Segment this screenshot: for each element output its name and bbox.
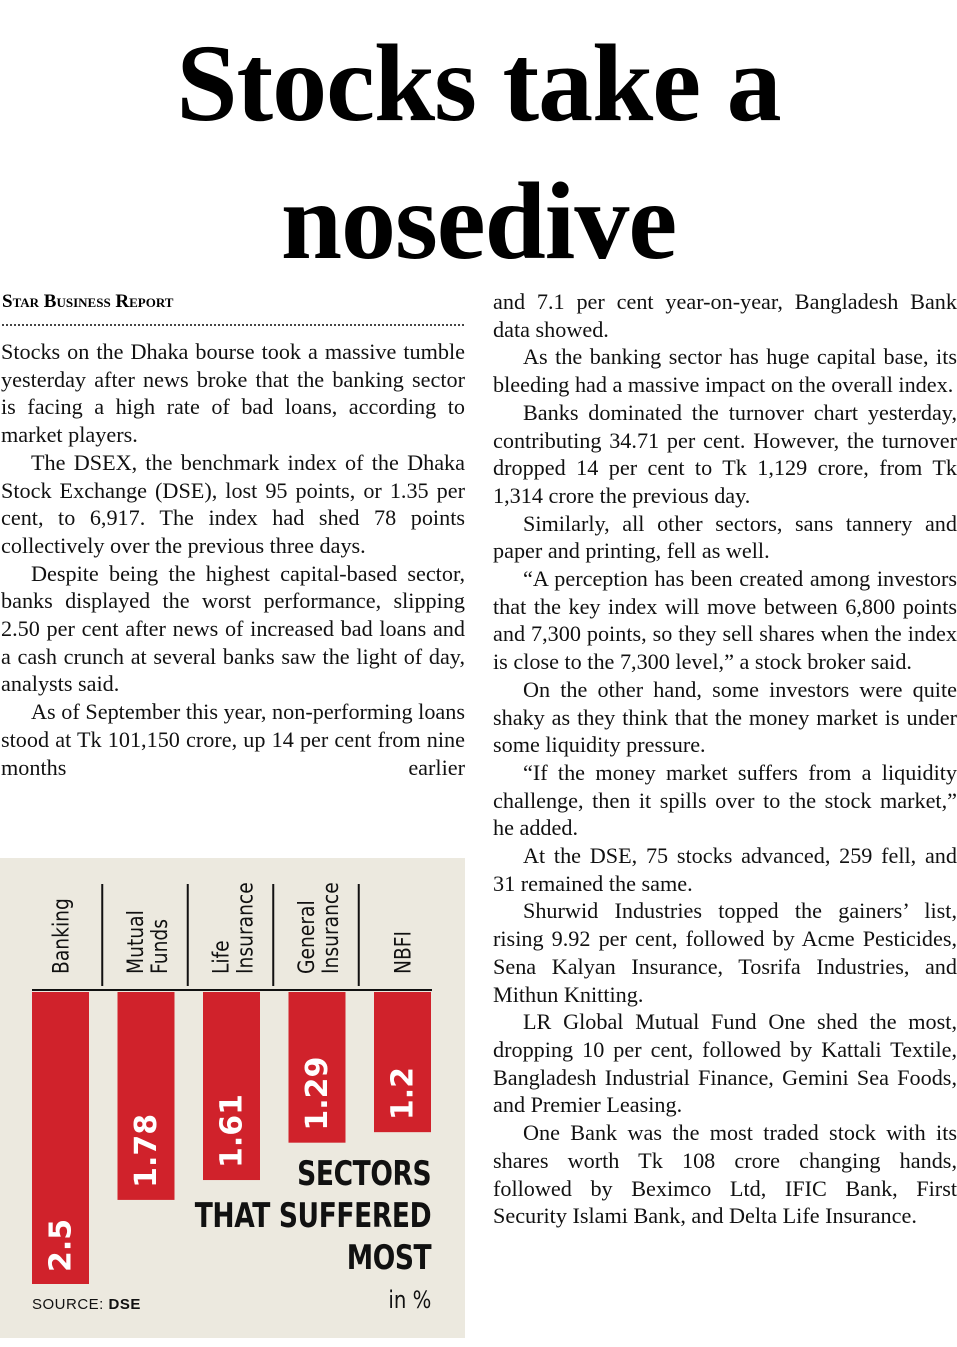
chart-unit: in %	[388, 1286, 431, 1314]
paragraph: Stocks on the Dhaka bourse took a massive tumble yesterday after news broke that the banking sector is facing a high rate of bad loans, according to market players.	[1, 339, 465, 448]
paragraph: Shurwid Industries topped the gainers’ list, rising 9.92 per cent, followed by Acme Pesticides, Sena Kalyan Insurance, Tosrifa Industries, and Mithun Knitting.	[493, 898, 957, 1007]
paragraph: Despite being the highest capital-based sector, banks displayed the worst performance, slipping 2.50 per cent after news of increased bad loans and a cash crunch at several banks saw the light of day, analysts said.	[1, 560, 465, 697]
bar-value-label: 1.29	[300, 1056, 335, 1131]
category-label: Mutual	[122, 910, 149, 974]
category-label: Insurance	[317, 882, 344, 974]
chart-title-line-2: THAT SUFFERED	[194, 1196, 431, 1236]
paragraph: On the other hand, some investors were quite shaky as they think that the money market is under some liquidity pressure.	[493, 676, 957, 758]
chart-source-value: DSE	[108, 1296, 141, 1313]
bar-value-label: 1.2	[385, 1067, 421, 1121]
category-label: Life	[208, 940, 234, 974]
paragraph: At the DSE, 75 stocks advanced, 259 fell, and 31 remained the same.	[493, 843, 957, 896]
headline-line-1: Stocks take a	[176, 22, 781, 144]
chart-source-label: SOURCE:	[32, 1296, 104, 1313]
byline: Star Business Report	[2, 291, 174, 312]
chart-title-line-1: SECTORS	[296, 1154, 431, 1194]
paragraph: One Bank was the most traded stock with its shares worth Tk 108 crore changing hands, followed by Beximco Ltd, IFIC Bank, First Security Islami Bank, and Delta Life Insurance.	[493, 1120, 957, 1229]
category-label: Insurance	[232, 882, 258, 974]
paragraph: “If the money market suffers from a liquidity challenge, then it spills over to the stock market,” he added.	[493, 759, 957, 841]
category-label: Funds	[146, 918, 173, 974]
paragraph: Similarly, all other sectors, sans tannery and paper and printing, fell as well.	[493, 510, 957, 564]
category-label: NBFI	[390, 930, 416, 974]
chart-title-line-3: MOST	[346, 1238, 431, 1278]
category-label: Banking	[48, 898, 74, 974]
byline-divider	[2, 324, 464, 326]
headline-line-2: nosedive	[280, 160, 677, 282]
paragraph: The DSEX, the benchmark index of the Dhaka Stock Exchange (DSE), lost 95 points, or 1.35 per cent, to 6,917. The index had shed 78 points collectively over the previous three days.	[1, 449, 465, 558]
article-column-2	[493, 288, 957, 1230]
paragraph: Banks dominated the turnover chart yesterday, contributing 34.71 per cent. However, the turnover dropped 14 per cent to Tk 1,129 crore, from Tk 1,314 crore the previous day.	[493, 399, 957, 508]
sector-loss-chart	[0, 858, 465, 1338]
paragraph: and 7.1 per cent year-on-year, Bangladesh Bank data showed.	[493, 289, 957, 342]
paragraph: As of September this year, non-performing loans stood at Tk 101,150 crore, up 14 per cent from nine months earlier	[1, 699, 465, 780]
chart-title	[194, 1153, 431, 1279]
category-label: General	[293, 900, 320, 974]
article-column-1	[1, 338, 465, 781]
chart-source	[32, 1296, 141, 1313]
paragraph: “A perception has been created among investors that the key index will move between 6,800 points and 7,300 points, so they sell shares when the index is close to the 7,300 level,” a stock broker said.	[493, 566, 957, 675]
paragraph: LR Global Mutual Fund One shed the most, dropping 10 per cent, followed by Kattali Textile, Bangladesh Industrial Finance, Gemini Sea Foods, and Premier Leasing.	[493, 1009, 957, 1118]
paragraph: As the banking sector has huge capital base, its bleeding had a massive impact on the overall index.	[493, 344, 957, 398]
bar-value-label: 1.78	[129, 1113, 164, 1188]
bar-value-label: 1.61	[214, 1094, 250, 1169]
headline	[0, 14, 957, 290]
bar-value-label: 2.5	[43, 1218, 79, 1272]
